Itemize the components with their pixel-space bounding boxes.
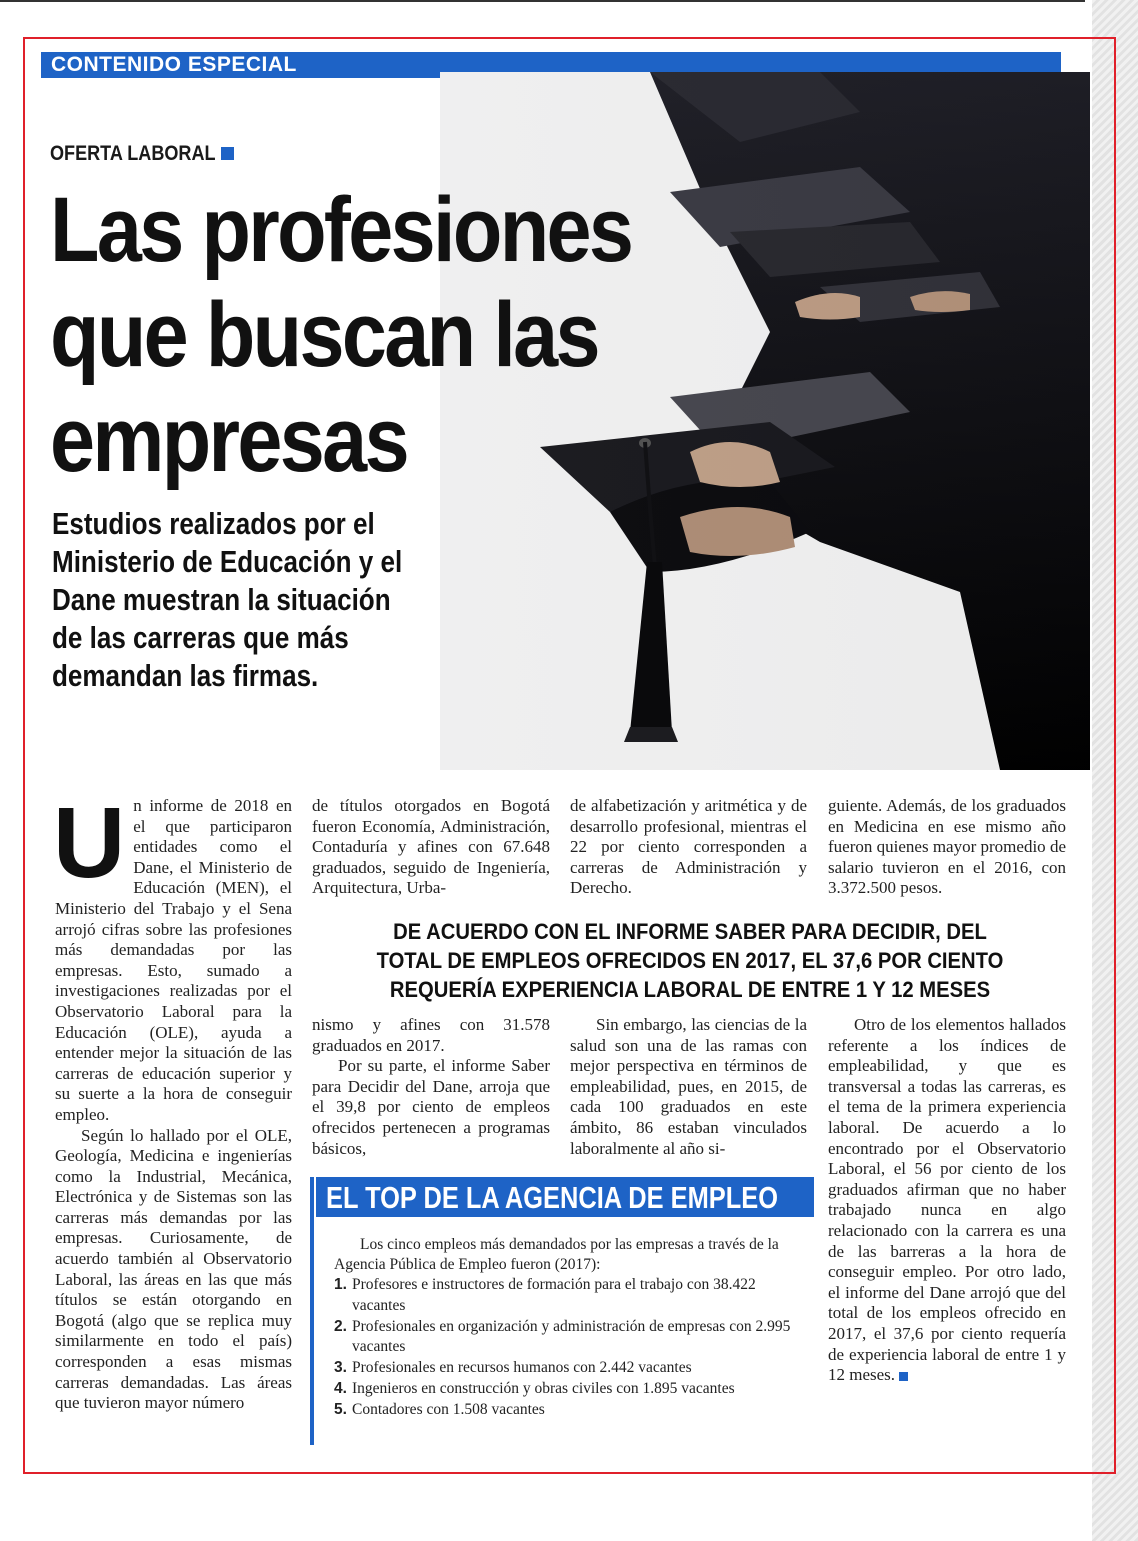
list-item-text: Profesionales en recursos humanos con 2.442 vacantes [352,1359,692,1377]
pull-quote-line-3: REQUERÍA EXPERIENCIA LABORAL DE ENTRE 1 Y 12 MESES [389,977,991,1002]
col1-paragraph-1: n informe de 2018 en el que participaron entidades como el Dane, el Ministerio de Educación (MEN), el Ministerio del Trabajo y el Sena arrojó cifras sobre las profesiones más demandadas por las empresas. Esto, sumado a investigaciones realizadas por el Observatorio Laboral para la Educación (OLE), ayuda a entender mejor la situación de las carreras de educación superior y su suerte a la hora de conseguir empleo. [55,796,292,1124]
col2-bottom-paragraph-2: Por su parte, el informe Saber para Decidir del Dane, arroja que el 39,8 por ciento de empleos ofrecidos pertenecen a programas básicos, [312,1056,550,1158]
col2-bottom-paragraph-1: nismo y afines con 31.578 graduados en 2017. [312,1015,550,1055]
pull-quote-line-1: DE ACUERDO CON EL INFORME SABER PARA DECIDIR, DEL [393,919,987,944]
deck-line-3: Dane muestran la situación [52,582,391,617]
col2-top-text: de títulos otorgados en Bogotá fueron Economía, Administración, Contaduría y afines con 67.648 graduados, seguido de Ingeniería, Arquitectura, Urba- [312,796,550,898]
box-title: EL TOP DE LA AGENCIA DE EMPLEO [326,1180,778,1215]
list-item-text: Profesionales en organización y administración de empresas con 2.995 vacantes [352,1317,791,1356]
drop-cap: U [53,787,126,899]
col3-top-text: de alfabetización y aritmética y de desarrollo profesional, mientras el 22 por ciento corresponden a carreras de Administración y Derecho. [570,796,807,898]
list-item-text: Ingenieros en construcción y obras civiles con 1.895 vacantes [352,1379,735,1397]
pull-quote-line-2: TOTAL DE EMPLEOS OFRECIDOS EN 2017, EL 37,6 POR CIENTO [376,948,1004,973]
deck-line-2: Ministerio de Educación y el [52,544,403,579]
list-item-number: 1. [334,1276,347,1293]
col1-paragraph-2: Según lo hallado por el OLE, Geología, Medicina e ingenierías como la Industrial, Mecánica, Electrónica y de Sistemas son las carreras más demandas por las empresas. Curiosamente, de acuerdo también al Observatorio Laboral, las áreas en las que más títulos se están otorgando en Bogotá (algo que se replica muy similarmente en todo el país) corresponden a esas mismas carreras demandadas. Las áreas que tuvieron mayor número [55,1125,292,1413]
page-frame [23,37,1116,1474]
box-intro: Los cinco empleos más demandados por las empresas a través de la Agencia Pública de Empleo fueron (2017): [334,1236,779,1273]
list-item-number: 2. [334,1317,347,1335]
list-item-text: Profesores e instructores de formación para el trabajo con 38.422 vacantes [352,1276,756,1314]
deck-line-5: demandan las firmas. [52,658,319,693]
kicker: OFERTA LABORAL [50,142,216,165]
list-item-text: Contadores con 1.508 vacantes [352,1400,545,1418]
deck-line-1: Estudios realizados por el [52,506,375,541]
headline-line-1: Las profesiones [50,179,632,281]
col4-bottom-text: Otro de los elementos hallados referente a los índices de empleabilidad, y que es transversal a todas las carreras, es el tema de la primera experiencia laboral. De acuerdo a lo encontrado por el Observatorio Laboral, el 56 por ciento de los graduados afirman que no haber trabajado nunca en algo relacionado con la carrera es una de las barreras a la hora de conseguir empleo. Por otro lado, el informe del Dane arrojó que del total de los empleos ofrecido en 2017, el 37,6 por ciento requería de experiencia laboral de entre 1 y 12 meses. [828,1015,1066,1385]
list-item-number: 5. [334,1400,347,1418]
top-rule [0,0,1085,2]
list-item-number: 4. [334,1379,347,1397]
col3-bottom-text: Sin embargo, las ciencias de la salud son una de las ramas con mejor perspectiva en términos de empleabilidad, pues, en 2015, de cada 100 graduados en este ámbito, 86 estaban vinculados laboralmente al año si- [570,1015,807,1158]
headline-line-2: que buscan las [50,284,598,386]
section-label: CONTENIDO ESPECIAL [51,53,297,76]
list-item-number: 3. [334,1359,347,1377]
headline-line-3: empresas [50,389,407,491]
col4-top-text: guiente. Además, de los graduados en Medicina en ese mismo año fueron quienes mayor promedio de salario tuvieron en el 2016, con 3.372.500 pesos. [828,796,1066,898]
deck-line-4: de las carreras que más [52,620,349,655]
